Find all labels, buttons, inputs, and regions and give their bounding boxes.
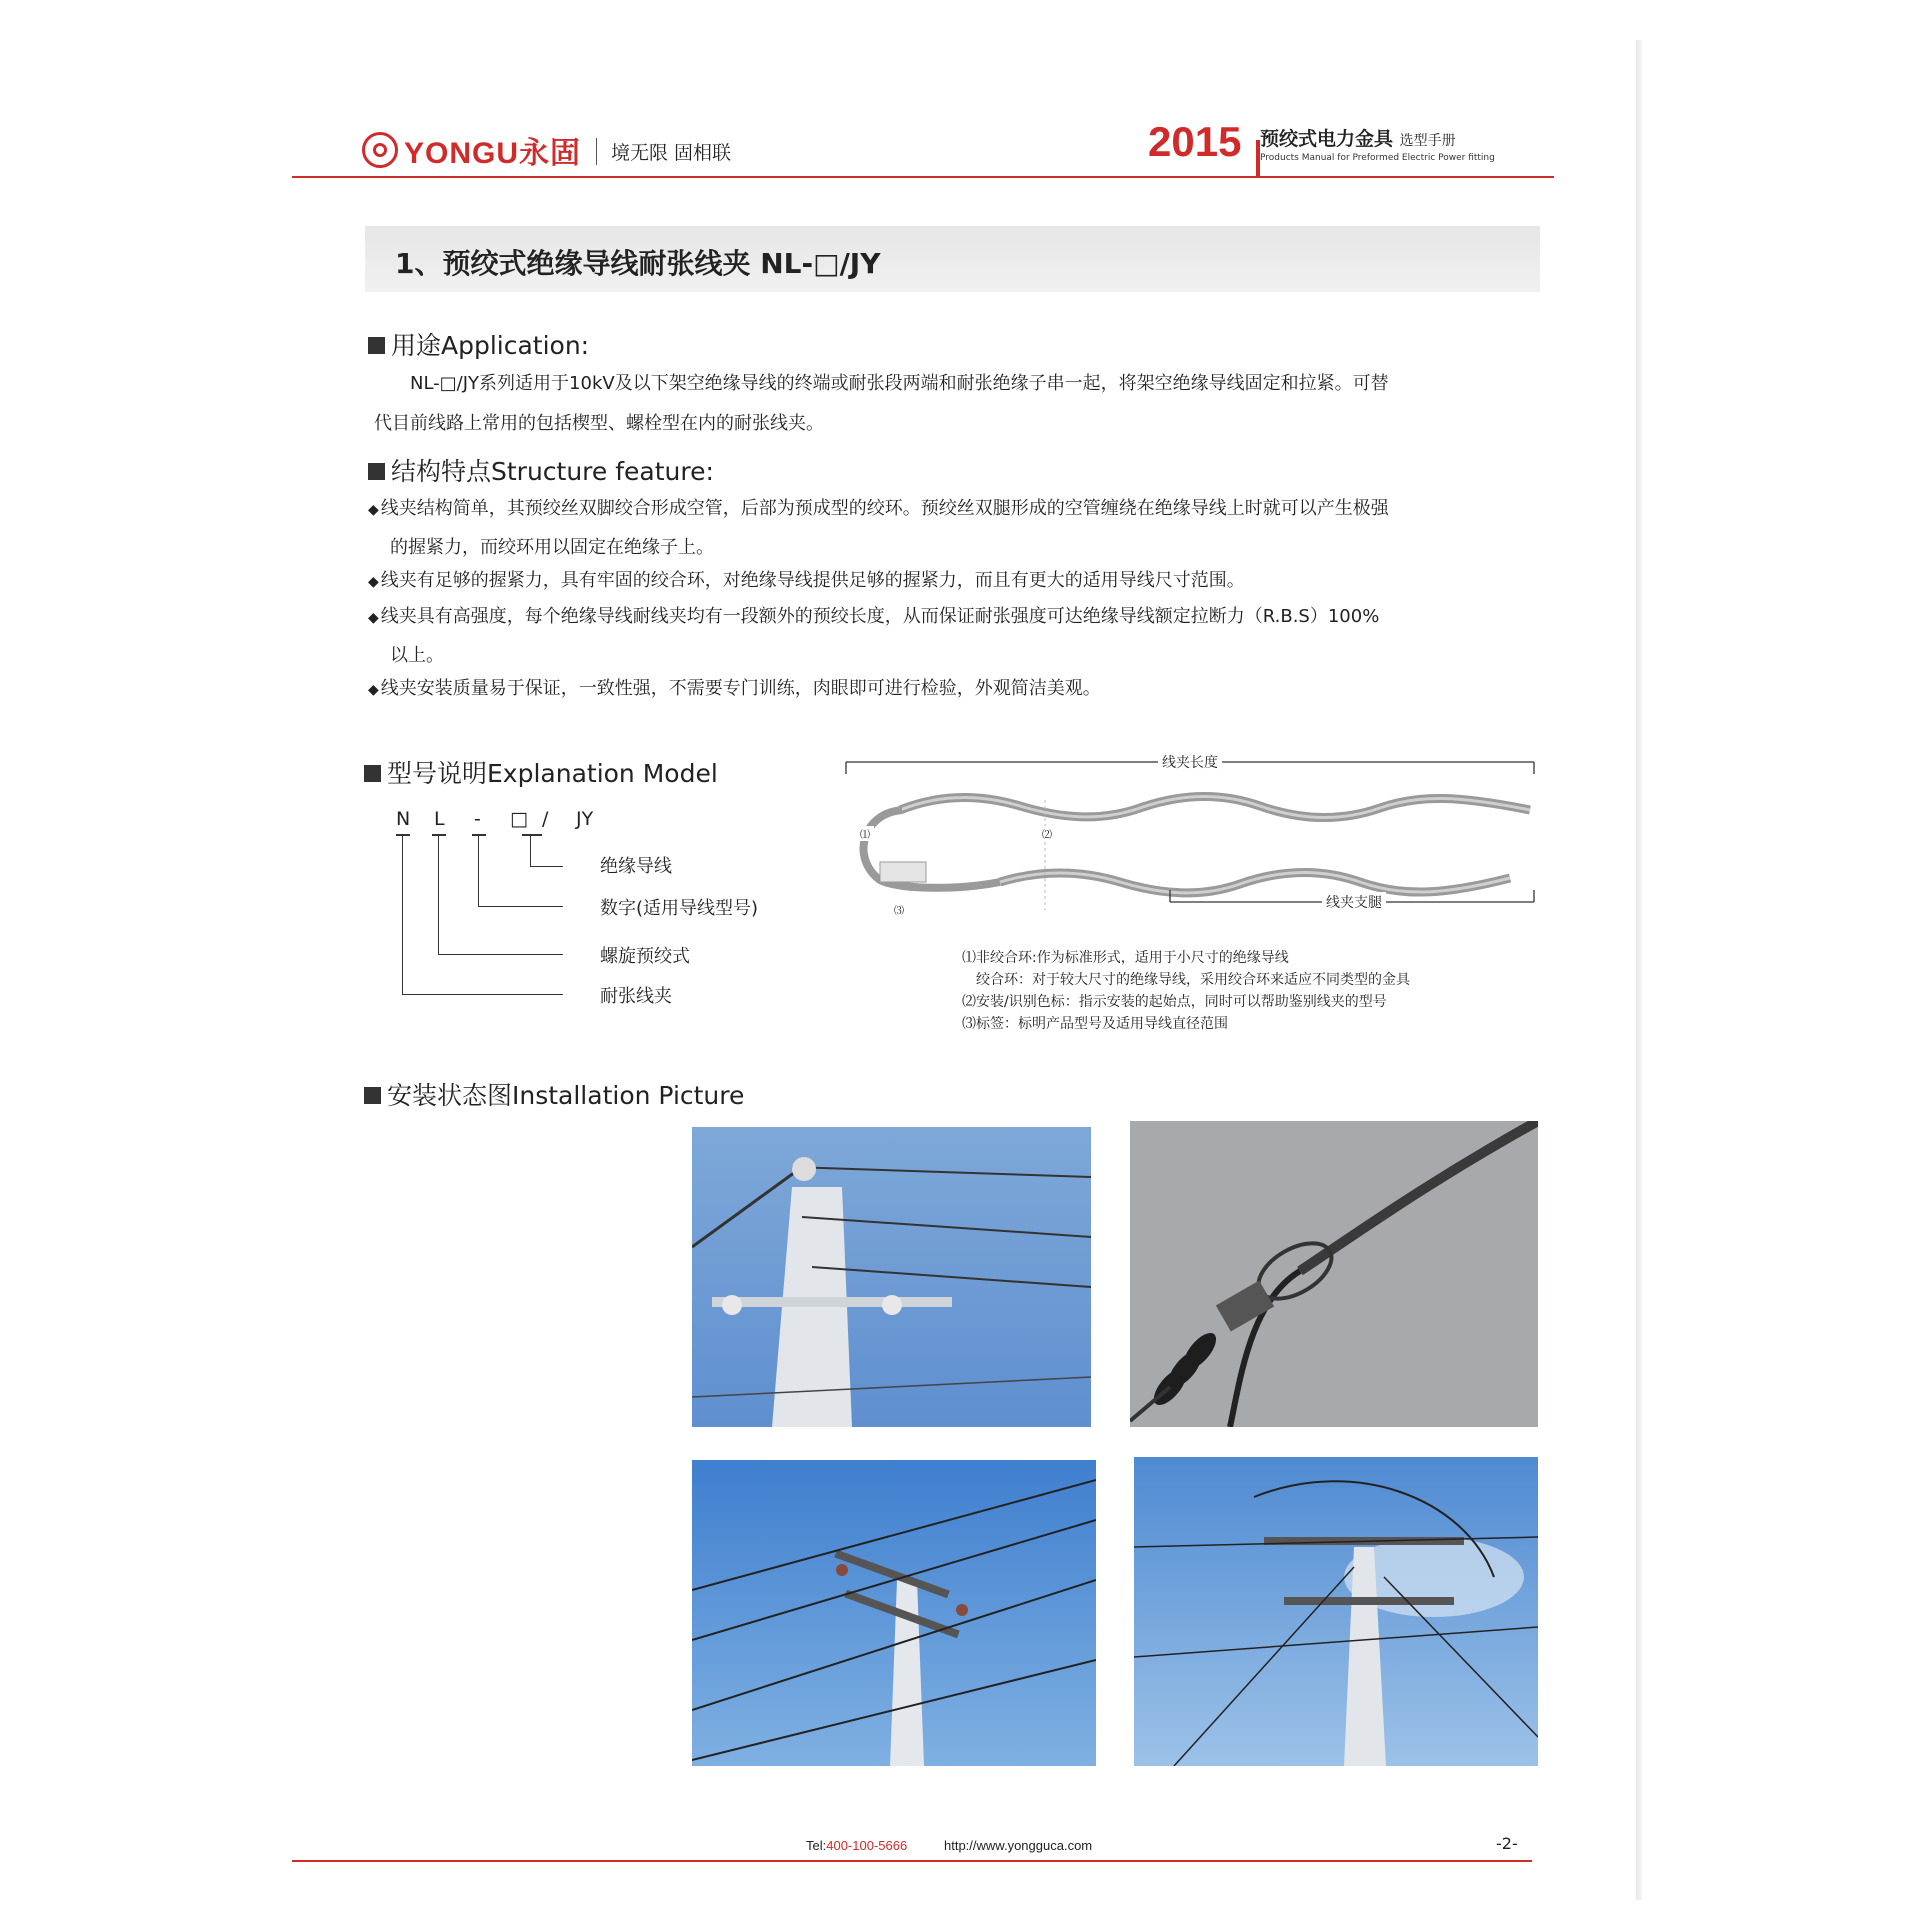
model-code-n: N — [396, 808, 411, 830]
installation-photo-1 — [692, 1127, 1091, 1427]
installation-photo-2 — [1130, 1121, 1538, 1427]
model-code-dash: - — [474, 808, 481, 830]
model-label-clamp: 耐张线夹 — [600, 986, 672, 1007]
bullet-icon: ◆ — [368, 574, 379, 590]
structure-heading: 结构特点Structure feature: — [368, 452, 714, 488]
application-heading: 用途Application: — [368, 326, 589, 362]
brace-jy — [530, 834, 563, 867]
model-code-slash: / — [542, 808, 549, 830]
model-heading: 型号说明Explanation Model — [364, 754, 718, 790]
clamp-diagram — [840, 750, 1540, 930]
bullet-icon: ◆ — [368, 682, 379, 698]
diagram-note-1: ⑴非绞合环:作为标准形式，适用于小尺寸的绝缘导线 — [962, 950, 1289, 966]
model-label-number: 数字(适用导线型号) — [600, 898, 759, 919]
page-title: 1、预绞式绝缘导线耐张线夹 NL-□/JY — [395, 247, 881, 280]
header-year: 2015 — [1148, 118, 1242, 165]
structure-bullet-2: ◆ 线夹有足够的握紧力，具有牢固的绞合环，对绝缘导线提供足够的握紧力，而且有更大的适用导线尺寸范围。 — [368, 570, 1245, 591]
bullet-icon: ◆ — [368, 502, 379, 518]
application-line-1: NL-□/JY系列适用于10kV及以下架空绝缘导线的终端或耐张段两端和耐张绝缘子串一起，将架空绝缘导线固定和拉紧。可替 — [410, 373, 1389, 394]
slogan: 境无限 固相联 — [596, 138, 731, 165]
footer-tel: Tel:400-100-5666 — [806, 1838, 908, 1853]
logo-mark-icon — [362, 132, 398, 168]
diagram-marker-2: ⑵ — [1038, 826, 1056, 841]
diagram-leg-label: 线夹支腿 — [1322, 892, 1386, 912]
diagram-note-2: 绞合环：对于较大尺寸的绝缘导线，采用绞合环来适应不同类型的金具 — [962, 972, 1410, 988]
model-label-spiral: 螺旋预绞式 — [600, 946, 690, 967]
structure-bullet-3: ◆ 线夹具有高强度，每个绝缘导线耐线夹均有一段额外的预绞长度，从而保证耐张强度可达绝缘导线额定拉断力（R.B.S）100% 以上。 — [368, 606, 1380, 666]
diagram-note-3: ⑵安装/识别色标：指示安装的起始点，同时可以帮助鉴别线夹的型号 — [962, 994, 1387, 1010]
structure-bullet-4: ◆ 线夹安装质量易于保证，一致性强，不需要专门训练，肉眼即可进行检验，外观简洁美观。 — [368, 678, 1101, 699]
footer-url: http://www.yongguca.com — [944, 1838, 1093, 1853]
model-code-jy: JY — [576, 808, 594, 830]
header-rule — [292, 176, 1554, 178]
model-code-box: □ — [510, 808, 528, 830]
diagram-note-4: ⑶标签：标明产品型号及适用导线直径范围 — [962, 1016, 1228, 1032]
header-title-cn: 预绞式电力金具 选型手册 — [1260, 128, 1456, 150]
title-band — [365, 226, 1540, 292]
brand-logo — [362, 130, 581, 170]
model-label-insulated: 绝缘导线 — [600, 856, 672, 877]
footer-rule — [292, 1860, 1532, 1862]
application-line-2: 代目前线路上常用的包括楔型、螺栓型在内的耐张线夹。 — [374, 413, 824, 434]
bullet-icon: ◆ — [368, 610, 379, 626]
diagram-marker-3: ⑶ — [890, 902, 908, 917]
installation-photo-3 — [692, 1460, 1096, 1766]
diagram-length-label: 线夹长度 — [1158, 752, 1222, 772]
page-edge — [1636, 40, 1642, 1900]
structure-bullet-1: ◆ 线夹结构简单，其预绞丝双脚绞合形成空管，后部为预成型的绞环。预绞丝双腿形成的空管缠绕在绝缘导线上时就可以产生极强 的握紧力，而绞环用以固定在绝缘子上。 — [368, 498, 1389, 558]
header-title-block — [1260, 124, 1495, 163]
page-number: -2- — [1496, 1834, 1518, 1853]
installation-photo-4 — [1134, 1457, 1538, 1766]
installation-heading: 安装状态图Installation Picture — [364, 1076, 744, 1112]
diagram-marker-1: ⑴ — [856, 826, 874, 841]
header-title-en: Products Manual for Preformed Electric Power fitting — [1260, 153, 1495, 163]
model-code-l: L — [434, 808, 445, 830]
brand-name: YONGU永固 — [404, 137, 582, 170]
